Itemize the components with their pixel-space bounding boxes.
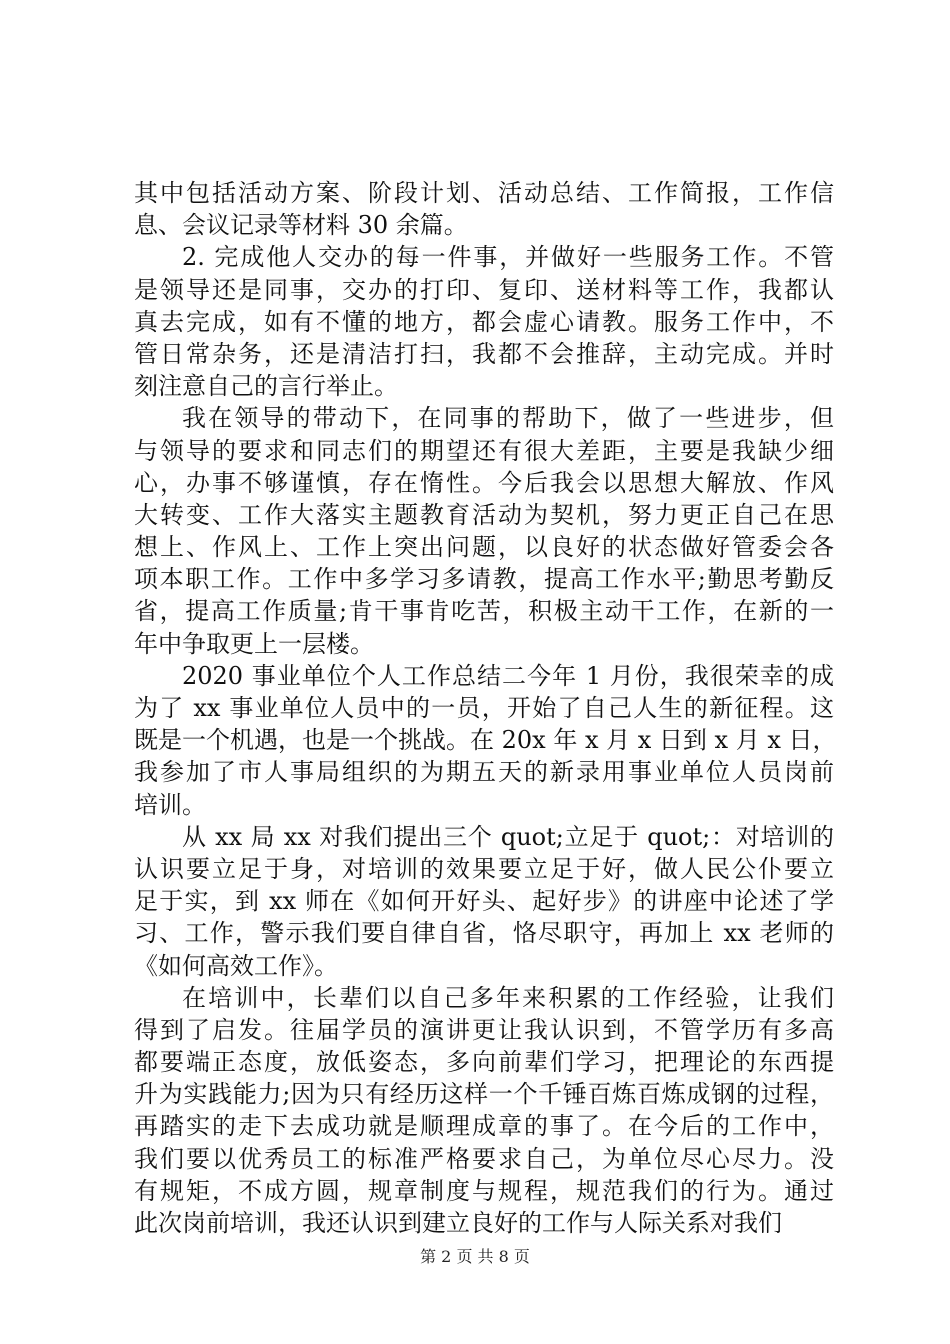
text-line: 刻注意自己的言行举止。 <box>134 372 398 401</box>
text-line: 项本职工作。工作中多学习多请教，提高工作水平;勤思考勤反 <box>134 565 834 594</box>
paragraph <box>134 821 834 982</box>
text-line: 有规矩，不成方圆，规章制度与规程，规范我们的行为。通过 <box>134 1176 834 1205</box>
text-line: 省，提高工作质量;肯干事肯吃苦，积极主动干工作，在新的一 <box>134 597 834 626</box>
text-line: 息、会议记录等材料 30 余篇。 <box>134 211 468 240</box>
text-line: 2020 事业单位个人工作总结二今年 1 月份，我很荣幸的成 <box>182 661 834 690</box>
text-line: 其中包括活动方案、阶段计划、活动总结、工作简报，工作信 <box>134 179 834 207</box>
document-body <box>134 177 837 1239</box>
text-line: 得到了启发。往届学员的演讲更让我认识到，不管学历有多高 <box>134 1015 834 1044</box>
paragraph <box>134 241 834 402</box>
text-line: 真去完成，如有不懂的地方，都会虚心请教。服务工作中，不 <box>134 307 834 336</box>
text-line: 我在领导的带动下，在同事的帮助下，做了一些进步，但 <box>182 404 834 433</box>
text-line: 再踏实的走下去成功就是顺理成章的事了。在今后的工作中， <box>134 1112 834 1141</box>
text-line: 心，办事不够谨慎，存在惰性。今后我会以思想大解放、作风 <box>134 468 834 497</box>
text-line: 培训。 <box>134 790 206 819</box>
text-line: 足于实，到 xx 师在《如何开好头、起好步》的讲座中论述了学 <box>134 887 834 916</box>
text-line: 与领导的要求和同志们的期望还有很大差距，主要是我缺少细 <box>134 436 834 465</box>
text-line: 认识要立足于身，对培训的效果要立足于好，做人民公仆要立 <box>134 854 834 883</box>
text-line: 此次岗前培训，我还认识到建立良好的工作与人际关系对我们 <box>134 1209 782 1237</box>
text-line: 2. 完成他人交办的每一件事，并做好一些服务工作。不管 <box>182 243 834 272</box>
text-line: 我参加了市人事局组织的为期五天的新录用事业单位人员岗前 <box>134 758 834 787</box>
paragraph <box>134 177 834 241</box>
text-line: 习、工作，警示我们要自律自省，恪尽职守，再加上 xx 老师的 <box>134 919 834 948</box>
text-line: 年中争取更上一层楼。 <box>134 629 374 658</box>
text-line: 为了 xx 事业单位人员中的一员，开始了自己人生的新征程。这 <box>134 694 834 722</box>
text-line: 想上、作风上、工作上突出问题，以良好的状态做好管委会各 <box>134 533 834 562</box>
text-line: 既是一个机遇，也是一个挑战。在 20x 年 x 月 x 日到 x 月 x 日， <box>134 726 837 755</box>
text-line: 都要端正态度，放低姿态，多向前辈们学习，把理论的东西提 <box>134 1048 834 1077</box>
page-footer: 第 2 页 共 8 页 <box>420 1247 530 1266</box>
paragraph <box>134 660 837 821</box>
text-line: 管日常杂务，还是清洁打扫，我都不会推辞，主动完成。并时 <box>134 339 834 368</box>
text-line: 从 xx 局 xx 对我们提出三个 quot;立足于 quot;：对培训的 <box>182 822 834 851</box>
text-line: 我们要以优秀员工的标准严格要求自己，为单位尽心尽力。没 <box>134 1144 834 1173</box>
text-line: 《如何高效工作》。 <box>134 951 338 980</box>
text-line: 升为实践能力;因为只有经历这样一个千锤百炼百炼成钢的过程， <box>134 1080 834 1109</box>
paragraph <box>134 402 834 660</box>
paragraph <box>134 982 834 1240</box>
text-line: 大转变、工作大落实主题教育活动为契机，努力更正自己在思 <box>134 500 834 529</box>
text-line: 是领导还是同事，交办的打印、复印、送材料等工作，我都认 <box>134 275 834 304</box>
text-line: 在培训中，长辈们以自己多年来积累的工作经验，让我们 <box>182 983 834 1012</box>
